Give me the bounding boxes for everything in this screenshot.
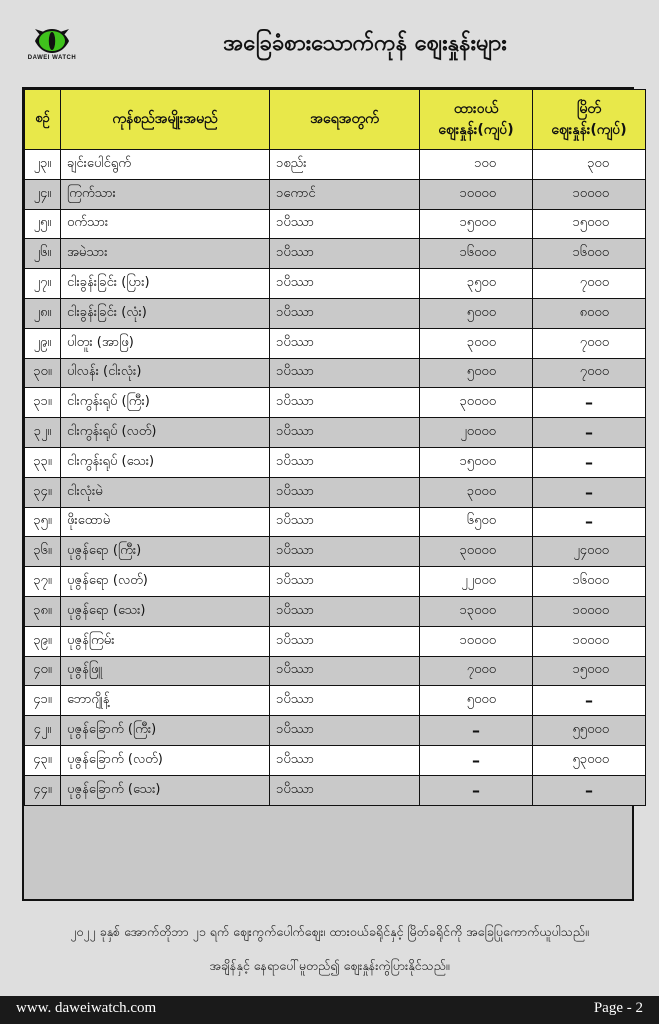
- dawei-price-cell: ၁၀၀၀၀: [420, 626, 533, 656]
- dawei-price-cell: ၁၀၀၀၀: [420, 179, 533, 209]
- table-row: [25, 447, 646, 477]
- myeik-price-cell: ၃၀၀: [533, 150, 646, 180]
- serial-cell: ၂၃။: [25, 150, 61, 180]
- dawei-price-cell: ၂၂၀၀၀: [420, 567, 533, 597]
- myeik-price-cell: –: [533, 447, 646, 477]
- serial-cell: ၃၀။: [25, 358, 61, 388]
- website-link[interactable]: www. daweiwatch.com: [16, 1000, 157, 1016]
- myeik-price-cell: –: [533, 775, 646, 805]
- dawei-price-cell: –: [420, 745, 533, 775]
- dawei-price-cell: ၃၀၀၀: [420, 477, 533, 507]
- table-row: [25, 626, 646, 656]
- myeik-price-cell: –: [533, 418, 646, 448]
- myeik-price-cell: ၁၀၀၀၀: [533, 626, 646, 656]
- serial-cell: ၄၀။: [25, 656, 61, 686]
- quantity-cell: ၁ပိဿာ: [270, 328, 420, 358]
- table-row: [25, 596, 646, 626]
- myeik-price-cell: ၁၆၀၀၀: [533, 567, 646, 597]
- dawei-price-cell: ၃၀၀၀၀: [420, 537, 533, 567]
- dawei-price-cell: ၃၅၀၀: [420, 269, 533, 299]
- myeik-price-cell: ၇၀၀၀: [533, 328, 646, 358]
- item-name-cell: ပုဇွန်ရော (လတ်): [61, 567, 270, 597]
- page-title: အခြေခံစားသောက်ကုန် ဈေးနှုန်းများ: [223, 31, 507, 56]
- page-footer: [0, 996, 659, 1024]
- myeik-price-cell: ၅၅၀၀၀: [533, 716, 646, 746]
- table-row: [25, 150, 646, 180]
- quantity-cell: ၁ပိဿာ: [270, 269, 420, 299]
- table-row: [25, 656, 646, 686]
- header-serial: စဉ်: [25, 90, 61, 150]
- serial-cell: ၄၄။: [25, 775, 61, 805]
- table-row: [25, 269, 646, 299]
- header-quantity: အရေအတွက်: [270, 90, 420, 150]
- myeik-price-cell: –: [533, 477, 646, 507]
- item-name-cell: ကြက်သား: [61, 179, 270, 209]
- serial-cell: ၂၇။: [25, 269, 61, 299]
- dawei-price-cell: ၂၀၀၀၀: [420, 418, 533, 448]
- serial-cell: ၂၅။: [25, 209, 61, 239]
- serial-cell: ၃၄။: [25, 477, 61, 507]
- item-name-cell: ငါးခွန်းခြင်း (လုံး): [61, 298, 270, 328]
- item-name-cell: ပုဇွန်ရော (ကြီး): [61, 537, 270, 567]
- myeik-price-cell: –: [533, 507, 646, 537]
- dawei-price-cell: –: [420, 775, 533, 805]
- quantity-cell: ၁ပိဿာ: [270, 596, 420, 626]
- table-row: [25, 328, 646, 358]
- quantity-cell: ၁ပိဿာ: [270, 537, 420, 567]
- serial-cell: ၄၃။: [25, 745, 61, 775]
- myeik-price-cell: ၇၀၀၀: [533, 269, 646, 299]
- item-name-cell: ပုဇွန်ခြောက် (သေး): [61, 775, 270, 805]
- table-row: [25, 477, 646, 507]
- quantity-cell: ၁ပိဿာ: [270, 567, 420, 597]
- myeik-price-cell: ၈၀၀၀: [533, 298, 646, 328]
- dawei-price-cell: ၅၀၀၀: [420, 358, 533, 388]
- table-row: [25, 507, 646, 537]
- dawei-price-cell: ၅၀၀၀: [420, 686, 533, 716]
- table-row: [25, 686, 646, 716]
- serial-cell: ၂၄။: [25, 179, 61, 209]
- footnote-date-source: ၂၀၂၂ ခုနှစ် အောက်တိုဘာ ၂၁ ရက် ဈေးကွက်ပေါက်ဈေး၊ ထားဝယ်ခရိုင်နှင့် မြိတ်ခရိုင်ကို အခြေပြုကောက်ယူပါသည်။: [70, 924, 589, 939]
- footnote-disclaimer: အချိန်နှင့် နေရာပေါ်မူတည်၍ ဈေးနှုန်းကွဲပြားနိုင်သည်။: [209, 958, 450, 973]
- serial-cell: ၃၇။: [25, 567, 61, 597]
- serial-cell: ၃၆။: [25, 537, 61, 567]
- cat-eye-icon: [34, 28, 70, 54]
- item-name-cell: ငါးခွန်းခြင်း (ပြား): [61, 269, 270, 299]
- quantity-cell: ၁စည်း: [270, 150, 420, 180]
- item-name-cell: ဘောဂျိုန့်: [61, 686, 270, 716]
- quantity-cell: ၁ပိဿာ: [270, 626, 420, 656]
- quantity-cell: ၁ပိဿာ: [270, 388, 420, 418]
- myeik-price-cell: ၁၀၀၀၀: [533, 596, 646, 626]
- item-name-cell: ပုဇွန်ကြမ်း: [61, 626, 270, 656]
- table-row: [25, 537, 646, 567]
- quantity-cell: ၁ကောင်: [270, 179, 420, 209]
- table-row: [25, 358, 646, 388]
- quantity-cell: ၁ပိဿာ: [270, 477, 420, 507]
- brand-name: DAWEI WATCH: [27, 55, 77, 61]
- serial-cell: ၂၆။: [25, 239, 61, 269]
- table-row: [25, 745, 646, 775]
- dawei-price-cell: ၁၅၀၀၀: [420, 209, 533, 239]
- item-name-cell: ငါးကွန်းရုပ် (လတ်): [61, 418, 270, 448]
- table-row: [25, 418, 646, 448]
- myeik-price-cell: –: [533, 686, 646, 716]
- dawei-price-cell: ၃၀၀၀၀: [420, 388, 533, 418]
- dawei-price-cell: ၆၅၀၀: [420, 507, 533, 537]
- myeik-price-cell: ၅၃၀၀၀: [533, 745, 646, 775]
- table-header-row: [25, 90, 646, 150]
- myeik-price-cell: ၇၀၀၀: [533, 358, 646, 388]
- table-row: [25, 388, 646, 418]
- quantity-cell: ၁ပိဿာ: [270, 418, 420, 448]
- item-name-cell: ငါးကွန်းရုပ် (သေး): [61, 447, 270, 477]
- item-name-cell: ပုဇွန်ခြောက် (လတ်): [61, 745, 270, 775]
- quantity-cell: ၁ပိဿာ: [270, 239, 420, 269]
- item-name-cell: ဖိုးထောမဲ: [61, 507, 270, 537]
- table-row: [25, 239, 646, 269]
- dawei-price-cell: ၇၀၀၀: [420, 656, 533, 686]
- table-row: [25, 716, 646, 746]
- item-name-cell: ငါးကွန်းရုပ် (ကြီး): [61, 388, 270, 418]
- table-row: [25, 179, 646, 209]
- myeik-price-cell: ၁၅၀၀၀: [533, 209, 646, 239]
- dawei-watch-logo: [22, 28, 82, 68]
- page-number: Page - 2: [593, 1000, 643, 1016]
- quantity-cell: ၁ပိဿာ: [270, 716, 420, 746]
- serial-cell: ၃၁။: [25, 388, 61, 418]
- dawei-price-cell: ၁၅၀၀၀: [420, 447, 533, 477]
- item-name-cell: ငါးလုံးမဲ: [61, 477, 270, 507]
- item-name-cell: ပုဇွန်ဖြူ: [61, 656, 270, 686]
- quantity-cell: ၁ပိဿာ: [270, 209, 420, 239]
- quantity-cell: ၁ပိဿာ: [270, 507, 420, 537]
- table-row: [25, 775, 646, 805]
- quantity-cell: ၁ပိဿာ: [270, 447, 420, 477]
- quantity-cell: ၁ပိဿာ: [270, 686, 420, 716]
- serial-cell: ၃၅။: [25, 507, 61, 537]
- serial-cell: ၃၃။: [25, 447, 61, 477]
- item-name-cell: ချင်းပေါင်ရွက်: [61, 150, 270, 180]
- quantity-cell: ၁ပိဿာ: [270, 358, 420, 388]
- serial-cell: ၄၂။: [25, 716, 61, 746]
- dawei-price-cell: ၁၆၀၀၀: [420, 239, 533, 269]
- dawei-price-cell: ၁၃၀၀၀: [420, 596, 533, 626]
- item-name-cell: ပုဇွန်ရော (သေး): [61, 596, 270, 626]
- dawei-price-cell: –: [420, 716, 533, 746]
- myeik-price-cell: –: [533, 388, 646, 418]
- quantity-cell: ၁ပိဿာ: [270, 775, 420, 805]
- table-row: [25, 567, 646, 597]
- serial-cell: ၂၈။: [25, 298, 61, 328]
- header-myeik-price: မြိတ် ဈေးနှုန်း(ကျပ်): [533, 90, 646, 150]
- header-item-name: ကုန်စည်အမျိုးအမည်: [61, 90, 270, 150]
- serial-cell: ၂၉။: [25, 328, 61, 358]
- table-row: [25, 209, 646, 239]
- myeik-price-cell: ၁၅၀၀၀: [533, 656, 646, 686]
- dawei-price-cell: ၃၀၀၀: [420, 328, 533, 358]
- dawei-price-cell: ၁၀၀: [420, 150, 533, 180]
- serial-cell: ၄၁။: [25, 686, 61, 716]
- dawei-price-cell: ၅၀၀၀: [420, 298, 533, 328]
- serial-cell: ၃၂။: [25, 418, 61, 448]
- myeik-price-cell: ၁၆၀၀၀: [533, 239, 646, 269]
- quantity-cell: ၁ပိဿာ: [270, 298, 420, 328]
- price-table: [24, 89, 646, 806]
- item-name-cell: အမဲသား: [61, 239, 270, 269]
- item-name-cell: ဝက်သား: [61, 209, 270, 239]
- table-row: [25, 298, 646, 328]
- serial-cell: ၃၉။: [25, 626, 61, 656]
- serial-cell: ၃၈။: [25, 596, 61, 626]
- price-table-container: [22, 87, 634, 901]
- item-name-cell: ပါတူး (အာဖြ): [61, 328, 270, 358]
- quantity-cell: ၁ပိဿာ: [270, 656, 420, 686]
- item-name-cell: ပါလန်း (ငါးလုံး): [61, 358, 270, 388]
- item-name-cell: ပုဇွန်ခြောက် (ကြီး): [61, 716, 270, 746]
- quantity-cell: ၁ပိဿာ: [270, 745, 420, 775]
- header-dawei-price: ထားဝယ် ဈေးနှုန်း(ကျပ်): [420, 90, 533, 150]
- myeik-price-cell: ၂၄၀၀၀: [533, 537, 646, 567]
- myeik-price-cell: ၁၀၀၀၀: [533, 179, 646, 209]
